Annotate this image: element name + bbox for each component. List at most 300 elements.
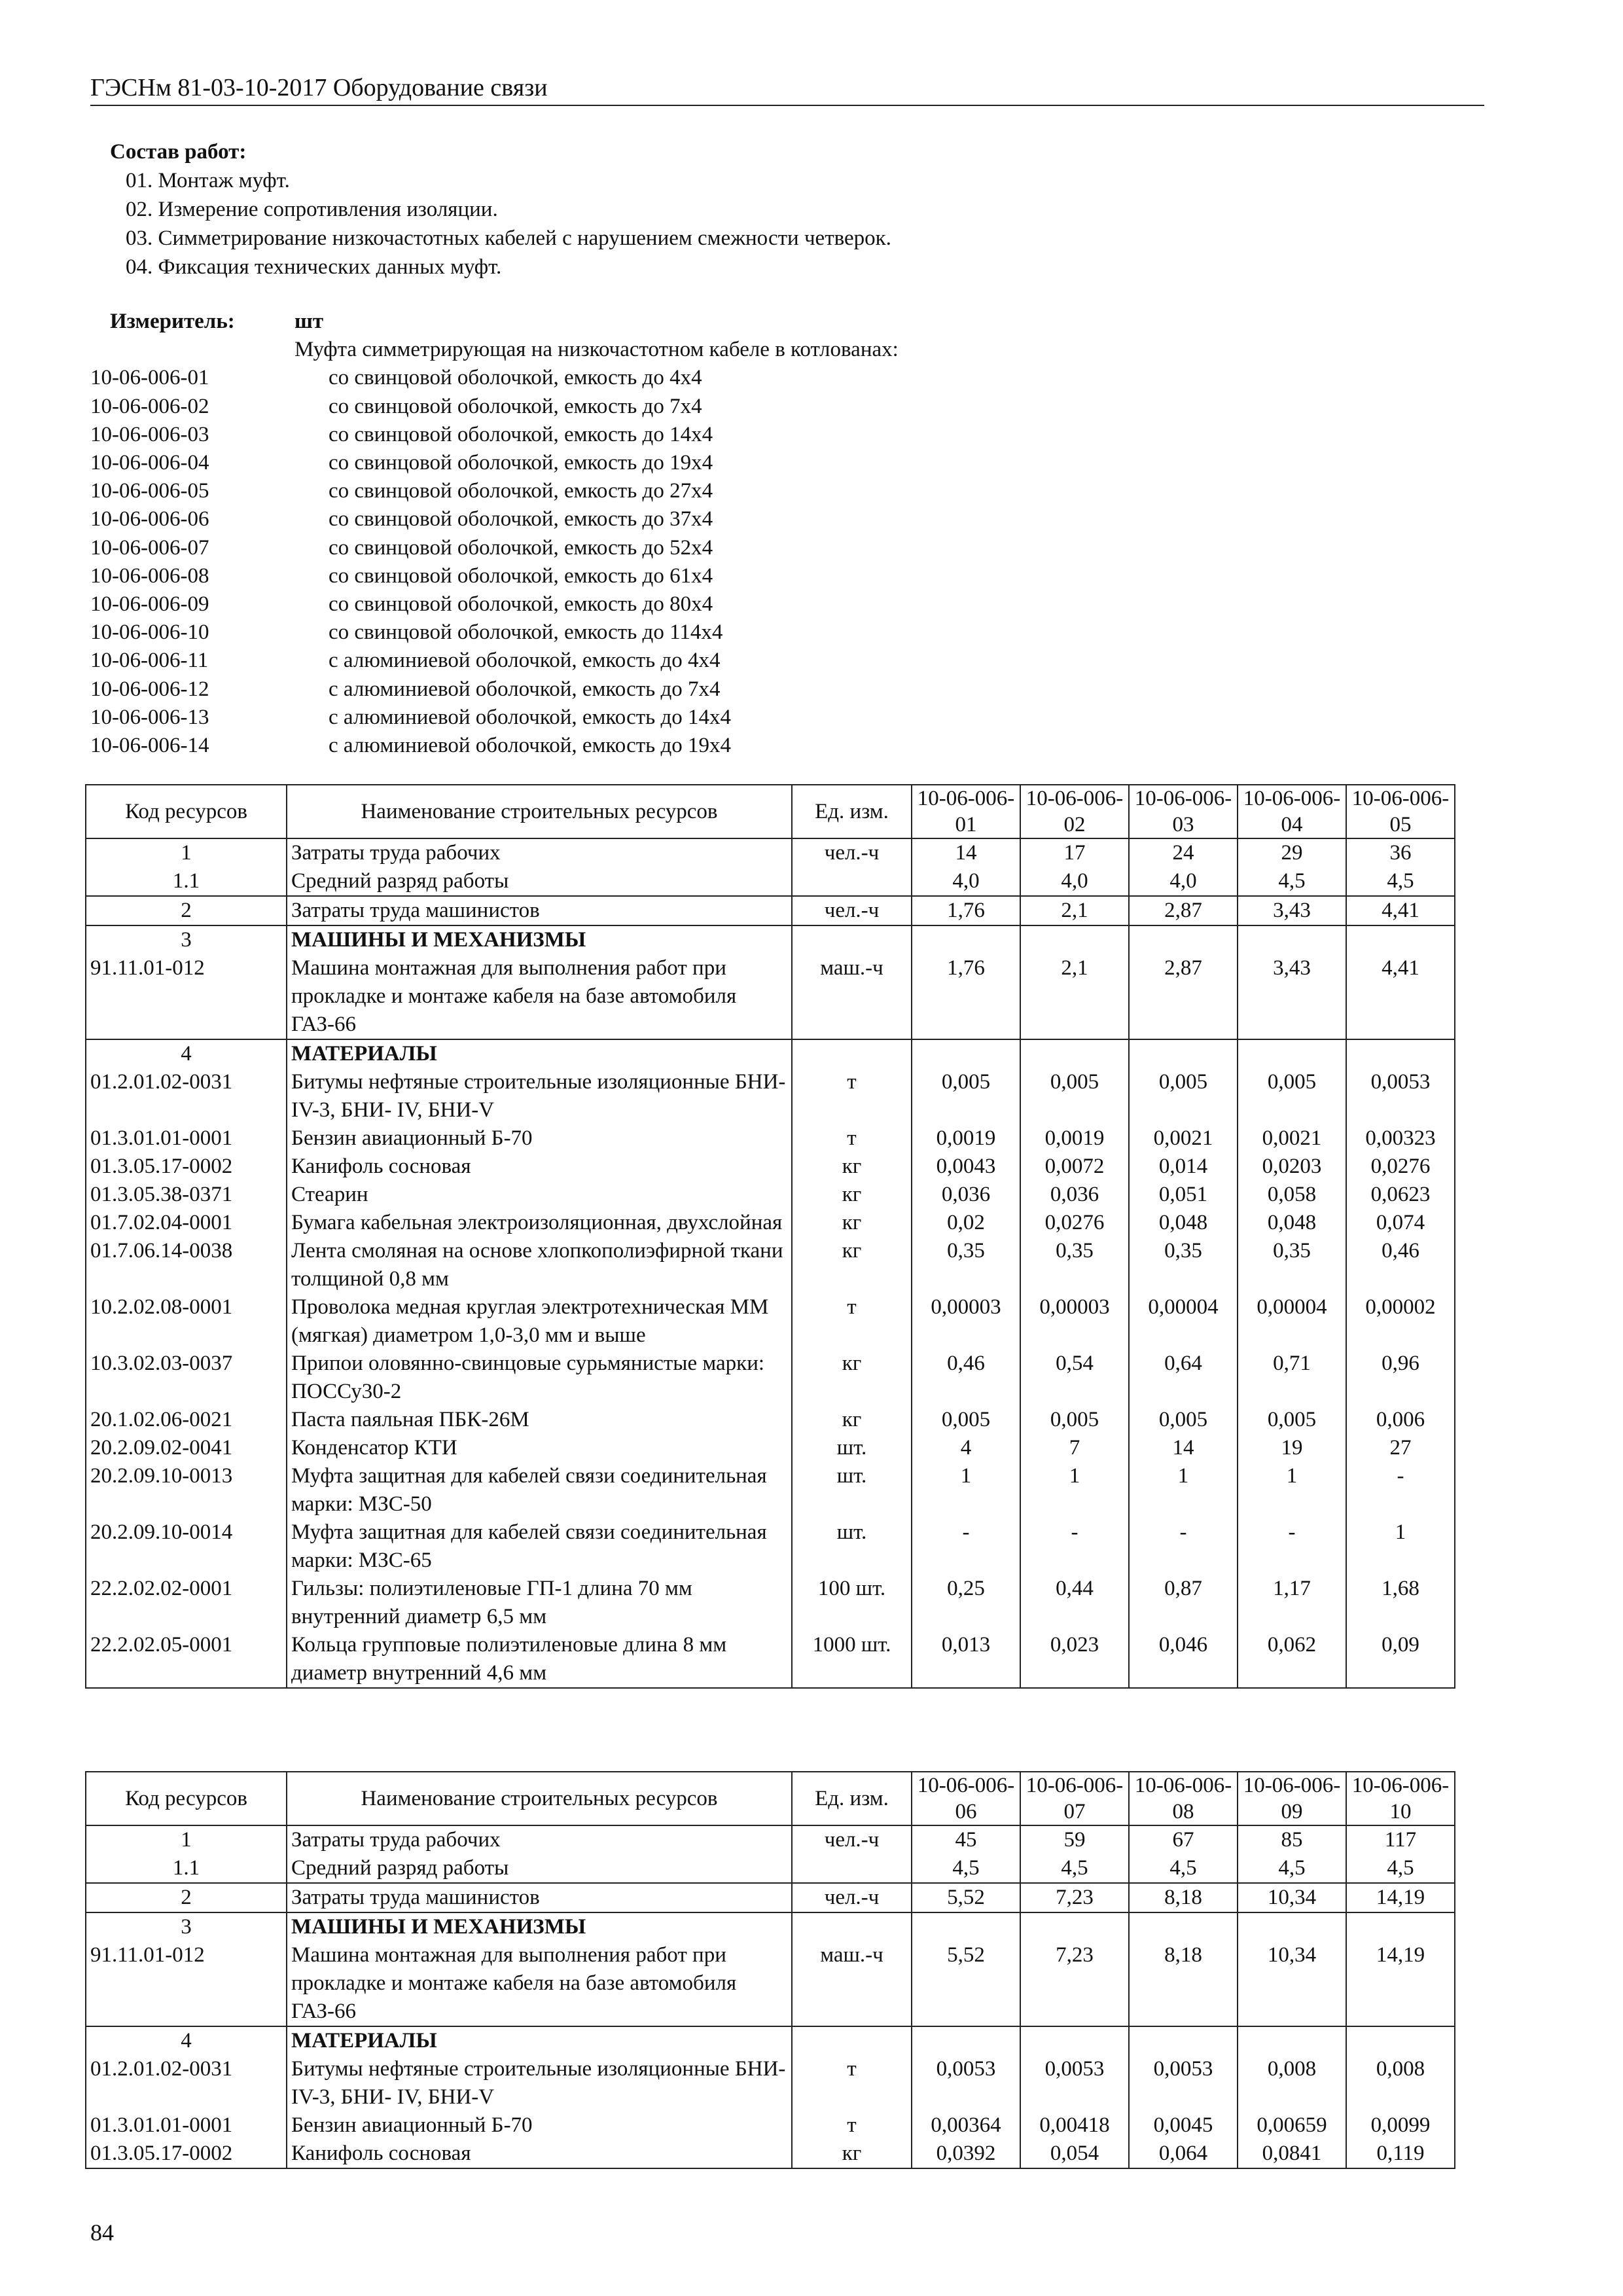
resource-code: 1 bbox=[86, 1825, 287, 1854]
resource-unit: кг bbox=[792, 1153, 912, 1181]
table-row bbox=[86, 896, 1455, 925]
resource-name: Машина монтажная для выполнения работ при прокладке и монтаже кабеля на базе автомобиля ГАЗ-66 bbox=[287, 1941, 792, 2026]
measure-item-code: 10-06-006-12 bbox=[90, 677, 209, 701]
page-header: ГЭСНм 81-03-10-2017 Оборудование связи bbox=[90, 73, 1484, 106]
measure-item bbox=[90, 619, 1268, 647]
resource-name: МАШИНЫ И МЕХАНИЗМЫ bbox=[287, 925, 792, 954]
measure-item-text: со свинцовой оболочкой, емкость до 27x4 bbox=[329, 479, 713, 503]
resource-value: 1,17 bbox=[1238, 1575, 1346, 1631]
resource-value: 24 bbox=[1129, 838, 1238, 867]
measure-item-code: 10-06-006-10 bbox=[90, 620, 209, 645]
header-col: 10-06-006-03 bbox=[1129, 785, 1238, 838]
resource-value: 0,46 bbox=[912, 1350, 1020, 1406]
measure-item-code: 10-06-006-08 bbox=[90, 564, 209, 588]
table-row bbox=[86, 1153, 1455, 1181]
resource-value: 0,0045 bbox=[1129, 2111, 1238, 2140]
header-name: Наименование строительных ресурсов bbox=[287, 1772, 792, 1825]
measure-item-code: 10-06-006-11 bbox=[90, 649, 209, 673]
resource-value: 0,013 bbox=[912, 1631, 1020, 1688]
table-row bbox=[86, 925, 1455, 954]
resource-name: Проволока медная круглая электротехническая ММ (мягкая) диаметром 1,0-3,0 мм и выше bbox=[287, 1293, 792, 1350]
resource-value: 0,023 bbox=[1020, 1631, 1129, 1688]
resource-value: 3,43 bbox=[1238, 954, 1346, 1039]
header-col: 10-06-006-07 bbox=[1020, 1772, 1129, 1825]
resource-value: 4,5 bbox=[1238, 1854, 1346, 1883]
resource-table-1 bbox=[85, 784, 1455, 1689]
header-code: Код ресурсов bbox=[86, 1772, 287, 1825]
resource-value: 0,0053 bbox=[1129, 2055, 1238, 2111]
resource-unit: маш.-ч bbox=[792, 1941, 912, 2026]
work-item: 01. Монтаж муфт. bbox=[126, 169, 290, 192]
table-header-row bbox=[86, 1772, 1455, 1825]
measure-item-code: 10-06-006-14 bbox=[90, 734, 209, 758]
resource-value: 14,19 bbox=[1346, 1883, 1455, 1912]
resource-value: 4,0 bbox=[912, 867, 1020, 896]
measure-item-text: с алюминиевой оболочкой, емкость до 7x4 bbox=[329, 677, 721, 701]
resource-code: 20.2.09.02-0041 bbox=[86, 1434, 287, 1462]
resource-value: 7,23 bbox=[1020, 1883, 1129, 1912]
resource-code: 1 bbox=[86, 838, 287, 867]
resource-unit: т bbox=[792, 2111, 912, 2140]
resource-value: 0,87 bbox=[1129, 1575, 1238, 1631]
resource-value: 0,048 bbox=[1129, 1209, 1238, 1237]
resource-value bbox=[1129, 925, 1238, 954]
table-row bbox=[86, 1631, 1455, 1688]
measure-item bbox=[90, 449, 1268, 477]
resource-value: 0,005 bbox=[1129, 1406, 1238, 1434]
resource-value: 4,5 bbox=[1129, 1854, 1238, 1883]
resource-value: 0,036 bbox=[1020, 1181, 1129, 1209]
resource-table-2 bbox=[85, 1771, 1455, 2169]
resource-value bbox=[1129, 1039, 1238, 1068]
resource-code: 3 bbox=[86, 1912, 287, 1941]
resource-unit: кг bbox=[792, 2140, 912, 2168]
resource-value: 0,96 bbox=[1346, 1350, 1455, 1406]
resource-value: 0,35 bbox=[1129, 1237, 1238, 1293]
measure-item bbox=[90, 364, 1268, 392]
resource-value: 1 bbox=[1020, 1462, 1129, 1518]
resource-value: 0,0276 bbox=[1020, 1209, 1129, 1237]
resource-value: 4,0 bbox=[1020, 867, 1129, 896]
table-row bbox=[86, 1883, 1455, 1912]
resource-value: 0,0021 bbox=[1129, 1124, 1238, 1153]
resource-value: 0,046 bbox=[1129, 1631, 1238, 1688]
measure-item bbox=[90, 675, 1268, 704]
resource-value: 8,18 bbox=[1129, 1941, 1238, 2026]
resource-value: 45 bbox=[912, 1825, 1020, 1854]
header-col: 10-06-006-01 bbox=[912, 785, 1020, 838]
resource-code: 2 bbox=[86, 896, 287, 925]
resource-code: 01.7.06.14-0038 bbox=[86, 1237, 287, 1293]
resource-value bbox=[912, 1039, 1020, 1068]
resource-value: 0,0841 bbox=[1238, 2140, 1346, 2168]
resource-code: 20.2.09.10-0013 bbox=[86, 1462, 287, 1518]
resource-name: Битумы нефтяные строительные изоляционные БНИ-IV-3, БНИ- IV, БНИ-V bbox=[287, 1068, 792, 1124]
resource-name: Средний разряд работы bbox=[287, 1854, 792, 1883]
resource-value: 0,00418 bbox=[1020, 2111, 1129, 2140]
resource-name: Гильзы: полиэтиленовые ГП-1 длина 70 мм внутренний диаметр 6,5 мм bbox=[287, 1575, 792, 1631]
resource-code: 3 bbox=[86, 925, 287, 954]
work-composition bbox=[110, 137, 891, 281]
resource-value: 2,1 bbox=[1020, 954, 1129, 1039]
resource-value: 0,0276 bbox=[1346, 1153, 1455, 1181]
resource-value bbox=[1346, 1039, 1455, 1068]
resource-value: 0,25 bbox=[912, 1575, 1020, 1631]
measure-item-code: 10-06-006-04 bbox=[90, 451, 209, 475]
resource-value: 0,054 bbox=[1020, 2140, 1129, 2168]
resource-name: Припои оловянно-свинцовые сурьмянистые марки: ПОССу30-2 bbox=[287, 1350, 792, 1406]
measure-section bbox=[90, 308, 1268, 760]
resource-value: 2,1 bbox=[1020, 896, 1129, 925]
resource-value: 0,0043 bbox=[912, 1153, 1020, 1181]
resource-value bbox=[1238, 1039, 1346, 1068]
resource-value: 0,02 bbox=[912, 1209, 1020, 1237]
table-row bbox=[86, 1350, 1455, 1406]
resource-value: 4,0 bbox=[1129, 867, 1238, 896]
table-row bbox=[86, 1181, 1455, 1209]
measure-item bbox=[90, 393, 1268, 421]
resource-value: 0,0053 bbox=[1346, 1068, 1455, 1124]
table-row bbox=[86, 1237, 1455, 1293]
resource-unit: чел.-ч bbox=[792, 896, 912, 925]
header-code: Код ресурсов bbox=[86, 785, 287, 838]
resource-value: 4 bbox=[912, 1434, 1020, 1462]
table-row bbox=[86, 1406, 1455, 1434]
resource-name: МАТЕРИАЛЫ bbox=[287, 2026, 792, 2055]
resource-name: Конденсатор КТИ bbox=[287, 1434, 792, 1462]
header-col: 10-06-006-09 bbox=[1238, 1772, 1346, 1825]
resource-value: 0,0203 bbox=[1238, 1153, 1346, 1181]
resource-value: 0,005 bbox=[1238, 1068, 1346, 1124]
resource-value: 0,0053 bbox=[912, 2055, 1020, 2111]
measure-item-code: 10-06-006-07 bbox=[90, 535, 209, 560]
table-row bbox=[86, 1293, 1455, 1350]
resource-value: 0,005 bbox=[1020, 1068, 1129, 1124]
resource-value: 14 bbox=[1129, 1434, 1238, 1462]
measure-item-code: 10-06-006-09 bbox=[90, 592, 209, 617]
resource-unit: кг bbox=[792, 1209, 912, 1237]
resource-code: 22.2.02.02-0001 bbox=[86, 1575, 287, 1631]
resource-value: 27 bbox=[1346, 1434, 1455, 1462]
resource-value: - bbox=[1346, 1462, 1455, 1518]
table-row bbox=[86, 1039, 1455, 1068]
page-number: 84 bbox=[90, 2219, 114, 2246]
resource-name: Бензин авиационный Б-70 bbox=[287, 2111, 792, 2140]
work-title: Состав работ: bbox=[110, 140, 247, 164]
measure-item bbox=[90, 647, 1268, 675]
measure-item bbox=[90, 534, 1268, 562]
resource-value: 0,46 bbox=[1346, 1237, 1455, 1293]
table-row bbox=[86, 1434, 1455, 1462]
resource-value: 0,0021 bbox=[1238, 1124, 1346, 1153]
resource-name: Машина монтажная для выполнения работ при прокладке и монтаже кабеля на базе автомобиля ГАЗ-66 bbox=[287, 954, 792, 1039]
resource-value: 1,76 bbox=[912, 954, 1020, 1039]
resource-value: 19 bbox=[1238, 1434, 1346, 1462]
resource-value: 0,062 bbox=[1238, 1631, 1346, 1688]
measure-item-text: со свинцовой оболочкой, емкость до 37x4 bbox=[329, 507, 713, 531]
resource-value: 5,52 bbox=[912, 1883, 1020, 1912]
table-row bbox=[86, 1124, 1455, 1153]
resource-unit: т bbox=[792, 1293, 912, 1350]
resource-unit: 1000 шт. bbox=[792, 1631, 912, 1688]
measure-item bbox=[90, 505, 1268, 533]
work-item: 02. Измерение сопротивления изоляции. bbox=[126, 198, 498, 221]
resource-value: 0,005 bbox=[1129, 1068, 1238, 1124]
resource-value: 0,54 bbox=[1020, 1350, 1129, 1406]
table-row bbox=[86, 1825, 1455, 1854]
resource-value: 14 bbox=[912, 838, 1020, 867]
resource-code: 01.3.01.01-0001 bbox=[86, 1124, 287, 1153]
resource-unit bbox=[792, 1039, 912, 1068]
resource-value: 0,09 bbox=[1346, 1631, 1455, 1688]
table-row bbox=[86, 2111, 1455, 2140]
resource-value: - bbox=[1129, 1518, 1238, 1575]
header-name: Наименование строительных ресурсов bbox=[287, 785, 792, 838]
resource-value: 0,005 bbox=[912, 1406, 1020, 1434]
header-col: 10-06-006-06 bbox=[912, 1772, 1020, 1825]
table-row bbox=[86, 2140, 1455, 2168]
resource-value: 0,00003 bbox=[912, 1293, 1020, 1350]
resource-name: Средний разряд работы bbox=[287, 867, 792, 896]
resource-code: 2 bbox=[86, 1883, 287, 1912]
resource-code: 20.2.09.10-0014 bbox=[86, 1518, 287, 1575]
header-unit: Ед. изм. bbox=[792, 785, 912, 838]
resource-name: Кольца групповые полиэтиленовые длина 8 мм диаметр внутренний 4,6 мм bbox=[287, 1631, 792, 1688]
work-item: 04. Фиксация технических данных муфт. bbox=[126, 255, 502, 279]
resource-value: 10,34 bbox=[1238, 1883, 1346, 1912]
resource-value: 0,0623 bbox=[1346, 1181, 1455, 1209]
resource-value: 17 bbox=[1020, 838, 1129, 867]
resource-value: 4,5 bbox=[1020, 1854, 1129, 1883]
resource-value: 0,00004 bbox=[1238, 1293, 1346, 1350]
resource-value bbox=[912, 1912, 1020, 1941]
resource-value: 0,44 bbox=[1020, 1575, 1129, 1631]
resource-value: - bbox=[912, 1518, 1020, 1575]
resource-unit: т bbox=[792, 1124, 912, 1153]
resource-value: 10,34 bbox=[1238, 1941, 1346, 2026]
resource-code: 01.2.01.02-0031 bbox=[86, 2055, 287, 2111]
resource-value: 1 bbox=[912, 1462, 1020, 1518]
resource-value: 0,006 bbox=[1346, 1406, 1455, 1434]
resource-value: 4,41 bbox=[1346, 954, 1455, 1039]
resource-name: Бумага кабельная электроизоляционная, двухслойная bbox=[287, 1209, 792, 1237]
resource-unit: кг bbox=[792, 1237, 912, 1293]
resource-value bbox=[1238, 925, 1346, 954]
resource-value: 0,005 bbox=[912, 1068, 1020, 1124]
table-row bbox=[86, 1068, 1455, 1124]
resource-value bbox=[1020, 1039, 1129, 1068]
resource-name: МАШИНЫ И МЕХАНИЗМЫ bbox=[287, 1912, 792, 1941]
resource-value bbox=[1238, 1912, 1346, 1941]
measure-item bbox=[90, 421, 1268, 449]
measure-item-code: 10-06-006-06 bbox=[90, 507, 209, 531]
resource-value: 0,0053 bbox=[1020, 2055, 1129, 2111]
resource-code: 01.3.05.17-0002 bbox=[86, 1153, 287, 1181]
resource-value: 0,00364 bbox=[912, 2111, 1020, 2140]
resource-value: 7,23 bbox=[1020, 1941, 1129, 2026]
header-col: 10-06-006-02 bbox=[1020, 785, 1129, 838]
measure-item-code: 10-06-006-02 bbox=[90, 394, 209, 418]
table-header-row bbox=[86, 785, 1455, 838]
header-unit: Ед. изм. bbox=[792, 1772, 912, 1825]
resource-value: 0,00002 bbox=[1346, 1293, 1455, 1350]
resource-code: 4 bbox=[86, 1039, 287, 1068]
resource-value: 1 bbox=[1238, 1462, 1346, 1518]
resource-code: 01.3.01.01-0001 bbox=[86, 2111, 287, 2140]
resource-value: 59 bbox=[1020, 1825, 1129, 1854]
measure-unit-row bbox=[90, 308, 1268, 336]
resource-value: - bbox=[1020, 1518, 1129, 1575]
resource-unit: т bbox=[792, 1068, 912, 1124]
measure-item-text: со свинцовой оболочкой, емкость до 114x4 bbox=[329, 620, 723, 645]
resource-value: 29 bbox=[1238, 838, 1346, 867]
table-row bbox=[86, 2055, 1455, 2111]
measure-item-code: 10-06-006-05 bbox=[90, 479, 209, 503]
resource-value: 0,00004 bbox=[1129, 1293, 1238, 1350]
resource-value: 3,43 bbox=[1238, 896, 1346, 925]
resource-name: Затраты труда рабочих bbox=[287, 1825, 792, 1854]
resource-value bbox=[1346, 2026, 1455, 2055]
measure-item-text: со свинцовой оболочкой, емкость до 19x4 bbox=[329, 451, 713, 475]
resource-value: 85 bbox=[1238, 1825, 1346, 1854]
resource-value: 4,5 bbox=[912, 1854, 1020, 1883]
measure-item bbox=[90, 590, 1268, 619]
resource-value: 2,87 bbox=[1129, 896, 1238, 925]
resource-name: Стеарин bbox=[287, 1181, 792, 1209]
resource-value: 36 bbox=[1346, 838, 1455, 867]
resource-value: 0,00003 bbox=[1020, 1293, 1129, 1350]
table-row bbox=[86, 1518, 1455, 1575]
measure-code-blank bbox=[90, 336, 294, 364]
resource-value: 0,64 bbox=[1129, 1350, 1238, 1406]
resource-code: 10.2.02.08-0001 bbox=[86, 1293, 287, 1350]
resource-value bbox=[1129, 2026, 1238, 2055]
header-col: 10-06-006-05 bbox=[1346, 785, 1455, 838]
resource-value: 4,5 bbox=[1346, 867, 1455, 896]
resource-value: - bbox=[1238, 1518, 1346, 1575]
resource-unit: кг bbox=[792, 1350, 912, 1406]
measure-item-code: 10-06-006-13 bbox=[90, 705, 209, 729]
resource-value: 0,064 bbox=[1129, 2140, 1238, 2168]
resource-unit bbox=[792, 925, 912, 954]
resource-value: 5,52 bbox=[912, 1941, 1020, 2026]
resource-name: Канифоль сосновая bbox=[287, 2140, 792, 2168]
resource-value: 0,71 bbox=[1238, 1350, 1346, 1406]
header-col: 10-06-006-10 bbox=[1346, 1772, 1455, 1825]
table-row bbox=[86, 954, 1455, 1039]
resource-unit: шт. bbox=[792, 1462, 912, 1518]
table-row bbox=[86, 1575, 1455, 1631]
measure-item bbox=[90, 704, 1268, 732]
resource-value: 0,35 bbox=[1020, 1237, 1129, 1293]
resource-code: 01.7.02.04-0001 bbox=[86, 1209, 287, 1237]
resource-code: 1.1 bbox=[86, 1854, 287, 1883]
measure-item-text: с алюминиевой оболочкой, емкость до 14x4 bbox=[329, 705, 731, 729]
resource-value bbox=[912, 925, 1020, 954]
table-row bbox=[86, 1209, 1455, 1237]
resource-value: 0,058 bbox=[1238, 1181, 1346, 1209]
resource-code: 10.3.02.03-0037 bbox=[86, 1350, 287, 1406]
resource-value: 14,19 bbox=[1346, 1941, 1455, 2026]
resource-code: 22.2.02.05-0001 bbox=[86, 1631, 287, 1688]
resource-value: 0,014 bbox=[1129, 1153, 1238, 1181]
resource-name: Затраты труда машинистов bbox=[287, 896, 792, 925]
resource-name: Муфта защитная для кабелей связи соединительная марки: МЗС-50 bbox=[287, 1462, 792, 1518]
resource-name: Битумы нефтяные строительные изоляционные БНИ-IV-3, БНИ- IV, БНИ-V bbox=[287, 2055, 792, 2111]
resource-unit: 100 шт. bbox=[792, 1575, 912, 1631]
resource-name: Затраты труда машинистов bbox=[287, 1883, 792, 1912]
measure-title-row bbox=[90, 336, 1268, 364]
resource-value bbox=[1129, 1912, 1238, 1941]
resource-value bbox=[1346, 925, 1455, 954]
table-row bbox=[86, 1462, 1455, 1518]
measure-item-text: со свинцовой оболочкой, емкость до 14x4 bbox=[329, 422, 713, 446]
resource-value: 67 bbox=[1129, 1825, 1238, 1854]
measure-item-code: 10-06-006-01 bbox=[90, 366, 209, 390]
resource-code: 1.1 bbox=[86, 867, 287, 896]
measure-item-code: 10-06-006-03 bbox=[90, 422, 209, 446]
resource-value bbox=[1238, 2026, 1346, 2055]
resource-unit: т bbox=[792, 2055, 912, 2111]
measure-item-text: со свинцовой оболочкой, емкость до 80x4 bbox=[329, 592, 713, 617]
table-row bbox=[86, 1854, 1455, 1883]
resource-value bbox=[1020, 925, 1129, 954]
resource-value bbox=[1020, 1912, 1129, 1941]
table-row bbox=[86, 867, 1455, 896]
resource-name: МАТЕРИАЛЫ bbox=[287, 1039, 792, 1068]
resource-value: 7 bbox=[1020, 1434, 1129, 1462]
measure-item-text: со свинцовой оболочкой, емкость до 52x4 bbox=[329, 535, 713, 560]
resource-value bbox=[912, 2026, 1020, 2055]
resource-name: Канифоль сосновая bbox=[287, 1153, 792, 1181]
resource-value: 0,119 bbox=[1346, 2140, 1455, 2168]
table-row bbox=[86, 2026, 1455, 2055]
resource-value: 0,005 bbox=[1020, 1406, 1129, 1434]
resource-value: 0,005 bbox=[1238, 1406, 1346, 1434]
resource-code: 01.2.01.02-0031 bbox=[86, 1068, 287, 1124]
resource-value: 0,048 bbox=[1238, 1209, 1346, 1237]
resource-name: Паста паяльная ПБК-26М bbox=[287, 1406, 792, 1434]
measure-item-text: со свинцовой оболочкой, емкость до 61x4 bbox=[329, 564, 713, 588]
resource-unit bbox=[792, 1854, 912, 1883]
work-item: 03. Симметрирование низкочастотных кабелей с нарушением смежности четверок. bbox=[126, 226, 891, 250]
resource-code: 01.3.05.17-0002 bbox=[86, 2140, 287, 2168]
resource-code: 20.1.02.06-0021 bbox=[86, 1406, 287, 1434]
measure-item-text: с алюминиевой оболочкой, емкость до 4x4 bbox=[329, 649, 721, 673]
measure-title: Муфта симметрирующая на низкочастотном кабеле в котлованах: bbox=[294, 338, 899, 362]
resource-name: Затраты труда рабочих bbox=[287, 838, 792, 867]
resource-value: 0,0019 bbox=[1020, 1124, 1129, 1153]
resource-unit bbox=[792, 2026, 912, 2055]
resource-value: 1 bbox=[1346, 1518, 1455, 1575]
resource-value: 0,35 bbox=[1238, 1237, 1346, 1293]
resource-value: 1,76 bbox=[912, 896, 1020, 925]
measure-item bbox=[90, 732, 1268, 760]
resource-value: 0,051 bbox=[1129, 1181, 1238, 1209]
resource-unit: кг bbox=[792, 1181, 912, 1209]
resource-value: 8,18 bbox=[1129, 1883, 1238, 1912]
resource-value: 4,41 bbox=[1346, 896, 1455, 925]
measure-item-text: со свинцовой оболочкой, емкость до 4x4 bbox=[329, 366, 702, 390]
measure-item bbox=[90, 477, 1268, 505]
resource-unit: шт. bbox=[792, 1434, 912, 1462]
measure-unit: шт bbox=[294, 310, 324, 333]
resource-value: 2,87 bbox=[1129, 954, 1238, 1039]
resource-value: 117 bbox=[1346, 1825, 1455, 1854]
measure-label: Измеритель: bbox=[110, 310, 235, 333]
table-row bbox=[86, 1912, 1455, 1941]
resource-code: 91.11.01-012 bbox=[86, 1941, 287, 2026]
